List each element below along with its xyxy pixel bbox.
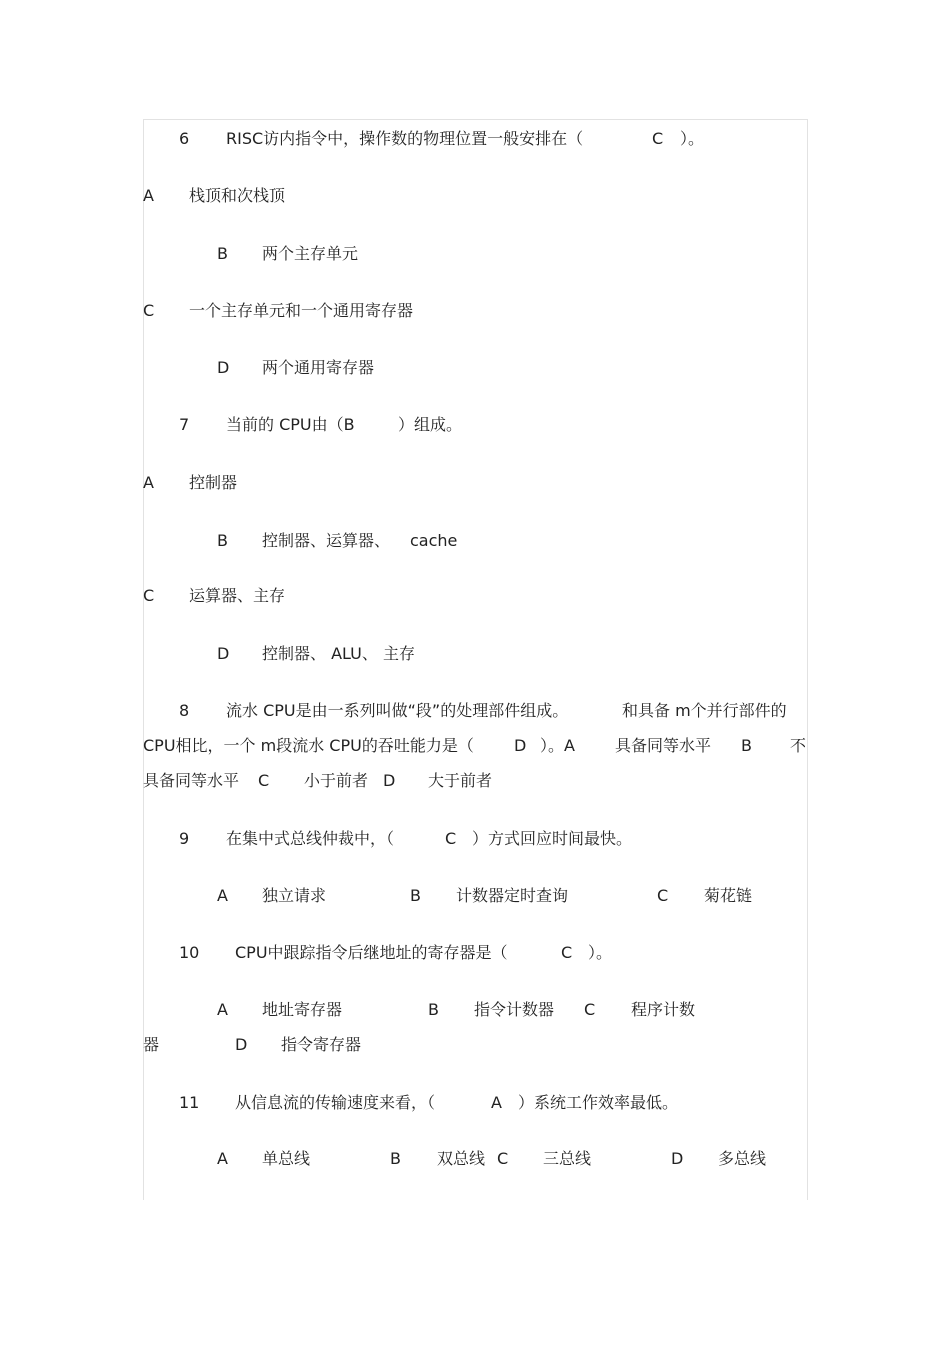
option-letter: A: [143, 473, 154, 492]
option-text: 控制器、 ALU、 主存: [262, 644, 415, 663]
option-letter: C: [497, 1149, 509, 1168]
question-close: ）系统工作效率最低。: [518, 1093, 679, 1112]
option-text: 单总线: [262, 1149, 311, 1168]
option-letter: A: [143, 186, 154, 205]
option-letter: D: [235, 1035, 248, 1054]
answer-letter: A: [491, 1093, 502, 1112]
option-text: 控制器、运算器、: [262, 531, 391, 550]
option-text: 多总线: [718, 1149, 767, 1168]
option-text-continued: 器: [143, 1035, 160, 1054]
option-text: 具备同等水平: [143, 771, 240, 790]
option-text: 两个通用寄存器: [262, 358, 375, 377]
option-text: 程序计数: [631, 1000, 696, 1019]
option-letter: C: [584, 1000, 596, 1019]
option-letter: A: [217, 1000, 228, 1019]
question-close: ）。: [680, 129, 705, 148]
option-text-cache: cache: [410, 531, 458, 550]
question-number: 7: [179, 415, 190, 434]
option-text: 地址寄存器: [262, 1000, 343, 1019]
option-text: 小于前者: [304, 771, 369, 790]
option-letter: A: [217, 1149, 228, 1168]
option-letter: C: [258, 771, 270, 790]
question-number: 8: [179, 701, 190, 720]
question-stem-part: 和具备 m个并行部件的: [622, 701, 787, 720]
option-text: 双总线: [437, 1149, 486, 1168]
option-letter: B: [390, 1149, 401, 1168]
option-text: 指令计数器: [474, 1000, 555, 1019]
option-text: 大于前者: [428, 771, 493, 790]
option-text: 指令寄存器: [281, 1035, 362, 1054]
option-letter: C: [143, 301, 155, 320]
option-letter: B: [217, 244, 228, 263]
option-letter: D: [217, 358, 230, 377]
option-letter: B: [428, 1000, 439, 1019]
question-stem: 从信息流的传输速度来看，（: [235, 1093, 436, 1112]
question-close: ）。: [588, 943, 613, 962]
option-text: 三总线: [543, 1149, 592, 1168]
question-number: 6: [179, 129, 190, 148]
question-stem-part: CPU相比，一个 m段流水 CPU的吞吐能力是（: [143, 736, 474, 755]
option-text: 两个主存单元: [262, 244, 359, 263]
option-text: 具备同等水平: [615, 736, 712, 755]
option-text: 控制器: [189, 473, 238, 492]
option-letter: D: [383, 771, 396, 790]
question-close: ）方式回应时间最快。: [472, 829, 633, 848]
question-number: 10: [179, 943, 200, 962]
option-text: 不: [790, 736, 807, 755]
question-number: 11: [179, 1093, 200, 1112]
question-number: 9: [179, 829, 190, 848]
question-close: ）组成。: [398, 415, 463, 434]
option-letter: A: [217, 886, 228, 905]
question-stem: RISC访内指令中，操作数的物理位置一般安排在（: [226, 129, 584, 148]
question-stem: 当前的 CPU由（B: [226, 415, 355, 434]
option-text: 运算器、主存: [189, 586, 286, 605]
question-stem: 在集中式总线仲裁中，（: [226, 829, 395, 848]
question-stem: CPU中跟踪指令后继地址的寄存器是（: [235, 943, 508, 962]
option-letter: B: [217, 531, 228, 550]
answer-letter: C: [445, 829, 457, 848]
question-stem-part: 流水 CPU是由一系列叫做“段”的处理部件组成。: [226, 701, 569, 720]
option-letter: B: [741, 736, 752, 755]
option-text: 独立请求: [262, 886, 327, 905]
option-text: 栈顶和次栈顶: [189, 186, 286, 205]
option-letter: D: [671, 1149, 684, 1168]
option-text: 菊花链: [704, 886, 753, 905]
option-letter: C: [657, 886, 669, 905]
question-stem-part: ）。A: [540, 736, 575, 755]
answer-letter: C: [561, 943, 573, 962]
option-letter: B: [410, 886, 421, 905]
answer-letter: D: [514, 736, 527, 755]
option-text: 计数器定时查询: [456, 886, 569, 905]
option-letter: D: [217, 644, 230, 663]
option-text: 一个主存单元和一个通用寄存器: [189, 301, 414, 320]
answer-letter: C: [652, 129, 664, 148]
option-letter: C: [143, 586, 155, 605]
